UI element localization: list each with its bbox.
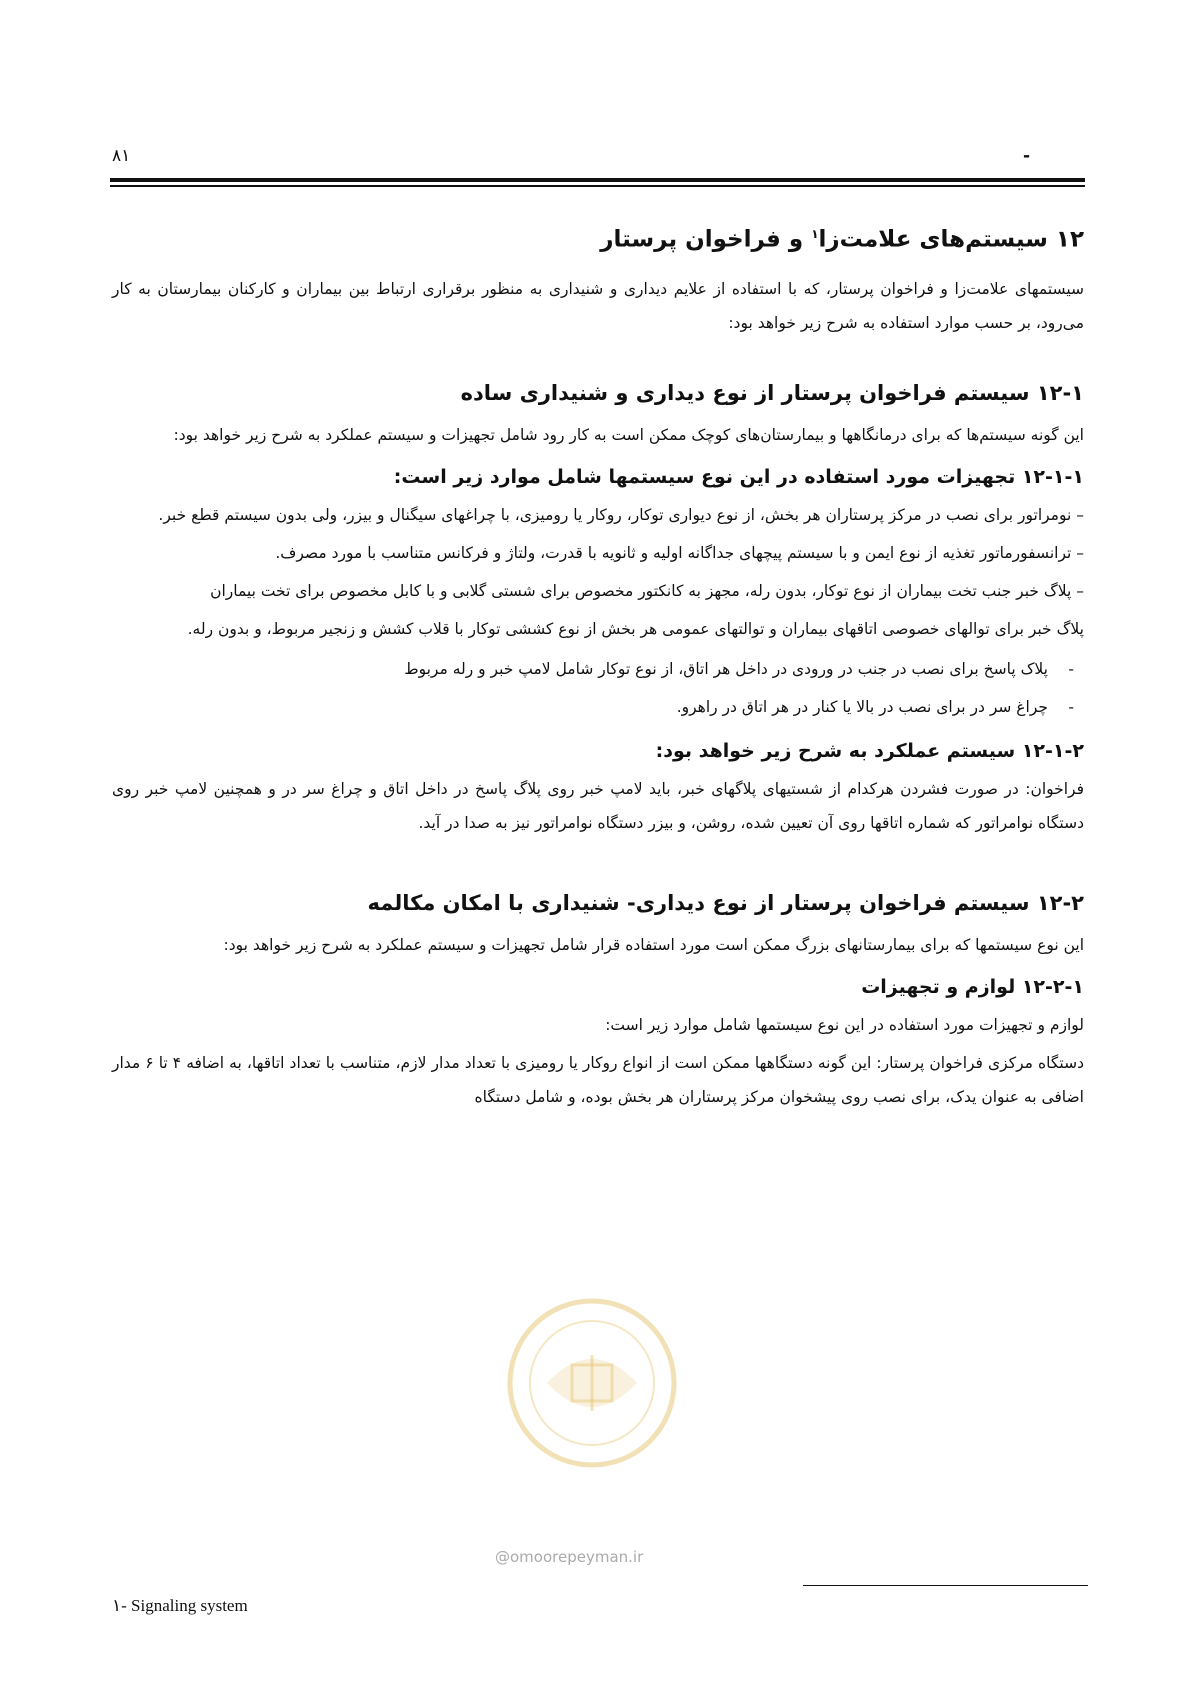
paragraph: این نوع سیستمها که برای بیمارستانهای بزرگ ممکن است مورد استفاده قرار شامل تجهیزات و سیستم عملکرد به شرح زیر خواهد بود: (223, 935, 1084, 954)
sub-subsection-heading: ۱۲-۱-۲ سیستم عملکرد به شرح زیر خواهد بود: (655, 739, 1084, 762)
footnote-rule (803, 1585, 1088, 1586)
sub-subsection-heading: ۱۲-۱-۱ تجهیزات مورد استفاده در این نوع سیستمها شامل موارد زیر است: (393, 465, 1084, 488)
paragraph: لوازم و تجهیزات مورد استفاده در این نوع سیستمها شامل موارد زیر است: (605, 1015, 1084, 1034)
list-item (112, 688, 1074, 726)
paragraph: – پلاگ خبر جنب تخت بیماران از نوع توکار، بدون رله، مجهز به کانکتور مخصوص برای شستی گلابی و با کابل مخصوص برای تخت بیماران (210, 581, 1084, 600)
paragraph: – ترانسفورماتور تغذیه از نوع ایمن و با سیستم پیچهای جداگانه اولیه و ثانویه با قدرت، ولتاژ و فرکانس متناسب با مورد مصرف. (275, 543, 1084, 562)
paragraph: پلاگ خبر برای توالهای خصوصی اتاقهای بیماران و توالتهای عمومی هر بخش از نوع کششی توکار با قلاب کشش و زنجیر مربوط، و بدون رله. (187, 619, 1084, 638)
watermark-logo-icon (492, 1295, 692, 1470)
sub-subsection-heading: ۱۲-۲-۱ لوازم و تجهیزات (861, 975, 1084, 998)
paragraph: این گونه سیستم‌ها که برای درمانگاهها و بیمارستان‌های کوچک ممکن است به کار رود شامل تجهیزات و سیستم عملکرد به شرح زیر خواهد بود: (173, 425, 1084, 444)
list-marker: - (1068, 659, 1074, 678)
paragraph: سیستمهای علامت‌زا و فراخوان پرستار، که با استفاده از علایم دیداری و شنیداری به منظور برقراری ارتباط بین بیماران و کارکنان بیمارستان به کار می‌رود، بر حسب موارد استفاده به شرح زیر خواهد بود: (112, 279, 1084, 332)
section-title (112, 214, 1084, 260)
header-dash: - (1022, 146, 1030, 166)
page-number: ۸۱ (112, 146, 131, 166)
watermark-site: @omoorepeyman.ir (495, 1548, 644, 1566)
header-rule-thin (110, 185, 1085, 187)
footnote: ۱- Signaling system (112, 1596, 248, 1615)
subsection-heading: ۱۲-۱ سیستم فراخوان پرستار از نوع دیداری و شنیداری ساده (460, 380, 1084, 405)
section-title-text: ۱۲ سیستم‌های علامت‌زا (818, 226, 1084, 253)
subsection-heading: ۱۲-۲ سیستم فراخوان پرستار از نوع دیداری- شنیداری با امکان مکالمه (367, 890, 1084, 915)
paragraph: – نومراتور برای نصب در مرکز پرستاران هر بخش، از نوع دیواری توکار، روکار یا رومیزی، با چراغهای سیگنال و بیزر، ولی بدون سیستم قطع خبر. (158, 505, 1084, 524)
list-item-text: پلاک پاسخ برای نصب در جنب در ورودی در داخل هر اتاق، از نوع توکار شامل لامپ خبر و رله مربوط (404, 659, 1048, 678)
header-rule-thick (110, 178, 1085, 182)
list-marker: - (1068, 697, 1074, 716)
bullet-list (112, 650, 1084, 726)
section-title-text: و فراخوان پرستار (600, 226, 812, 253)
footnote-marker: ۱ (811, 227, 819, 241)
paragraph: فراخوان: در صورت فشردن هرکدام از شستیهای پلاگهای خبر، باید لامپ خبر روی پلاگ پاسخ در داخل اتاق و چراغ سر در و همچنین لامپ خبر روی دستگاه نوامراتور که شماره اتاقها روی آن تعیین شده، روشن، و بیزر دستگاه نوامراتور نیز به صدا در آید. (112, 779, 1084, 832)
list-item (112, 650, 1074, 688)
paragraph: دستگاه مرکزی فراخوان پرستار: این گونه دستگاهها ممکن است از انواع روکار یا رومیزی با تعداد مدار لازم، متناسب با تعداد اتاقها، به اضافه ۴ تا ۶ مدار اضافی به عنوان یدک، برای نصب روی پیشخوان مرکز پرستاران هر بخش بوده، و شامل دستگاه (112, 1053, 1084, 1106)
list-item-text: چراغ سر در برای نصب در بالا یا کنار در هر اتاق در راهرو. (676, 697, 1048, 716)
document-body (112, 206, 1084, 1118)
